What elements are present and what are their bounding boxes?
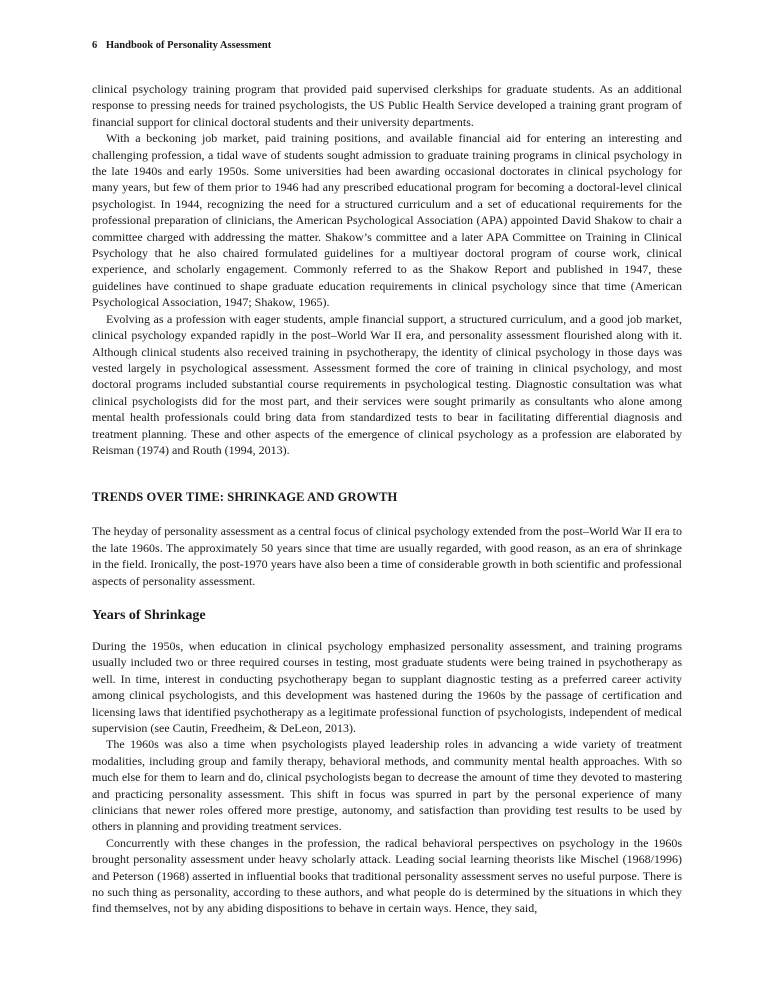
body-paragraph: Concurrently with these changes in the profession, the radical behavioral perspectives on psychology in the 1960s brought personality assessment under heavy scholarly attack. Leading social learning theorists like Mischel (1968/1996) and Peterson (1968) asserted in influential books that traditional personality assessment serves no useful purpose. There is no such thing as personality, according to these authors, and what people do is determined by the situations in which they find themselves, not by any abiding dispositions to behave in certain ways. Hence, they said, — [92, 835, 682, 916]
book-page — [92, 40, 682, 917]
body-paragraph: During the 1950s, when education in clinical psychology emphasized personality assessment, and training programs usually included two or three required courses in testing, most graduate students were being trained in psychotherapy as well. In time, interest in conducting psychotherapy began to supplant diagnostic testing as a preferred career activity among clinical psychologists, and this development was hastened during the 1960s by the passage of certification and licensing laws that identified psychotherapy as a legitimate professional function of psychologists, independent of medical supervision (see Cautin, Freedheim, & DeLeon, 2013). — [92, 638, 682, 735]
subsection-heading: Years of Shrinkage — [92, 607, 206, 623]
body-paragraph: The 1960s was also a time when psychologists played leadership roles in advancing a wide variety of treatment modalities, including group and family therapy, behavioral methods, and community mental health approaches. With so much else for them to learn and do, clinical psychologists began to decrease the amount of time they devoted to mastering and practicing personality assessment. This shift in focus was spurred in part by the personal experience of many clinicians that newer roles offered more prestige, autonomy, and satisfaction than providing test results to be used by others in planning and providing treatment services. — [92, 737, 682, 834]
running-head — [92, 40, 682, 51]
body-paragraph: clinical psychology training program that provided paid supervised clerkships for graduate students. As an additional response to pressing needs for trained psychologists, the US Public Health Service developed a training grant program of financial support for clinical doctoral students and their university departments. — [92, 82, 682, 129]
body-paragraph: With a beckoning job market, paid training positions, and available financial aid for entering an interesting and challenging profession, a tidal wave of students sought admission to graduate training programs in clinical psychology in the late 1940s and early 1950s. Some universities had been awarding occasional doctorates in clinical psychology for many years, but few of them prior to 1946 had any prescribed educational program for becoming a doctoral-level clinical psychologist. In 1944, recognizing the need for a structured curriculum and a set of educational requirements for the professional preparation of clinicians, the American Psychological Association (APA) appointed David Shakow to chair a committee charged with addressing the matter. Shakow’s committee and a later APA Committee on Training in Clinical Psychology that he also chaired formulated guidelines for a multiyear doctoral program of course work, clinical experience, and scholarly engagement. Commonly referred to as the Shakow Report and published in 1947, these guidelines have continued to shape graduate education requirements in clinical psychology since that time (American Psychological Association, 1947; Shakow, 1965). — [92, 131, 682, 310]
section-heading: TRENDS OVER TIME: SHRINKAGE AND GROWTH — [92, 490, 398, 505]
body-paragraph: The heyday of personality assessment as a central focus of clinical psychology extended from the post–World War II era to the late 1960s. The approximately 50 years since that time are usually regarded, with good reason, as an era of shrinkage in the field. Ironically, the post-1970 years have also been a time of considerable growth in both scientific and professional aspects of personality assessment. — [92, 524, 682, 588]
book-title: Handbook of Personality Assessment — [105, 40, 272, 51]
body-paragraph: Evolving as a profession with eager students, ample financial support, a structured curriculum, and a good job market, clinical psychology expanded rapidly in the post–World War II era, and personality assessment flourished along with it. Although clinical students also received training in psychotherapy, the identity of clinical psychology in those days was vested largely in psychological assessment. Assessment formed the core of training in clinical psychology, and most doctoral programs included substantial course requirements in psychological testing. Diagnostic consultation was what clinical psychologists did for the most part, and their services were sought primarily as consultants who alone among mental health professionals could bring data from standardized tests to bear in facilitating differential diagnosis and treatment planning. These and other aspects of the emergence of clinical psychology as a profession are elaborated by Reisman (1974) and Routh (1994, 2013). — [92, 311, 682, 457]
page-number: 6 — [92, 40, 98, 51]
